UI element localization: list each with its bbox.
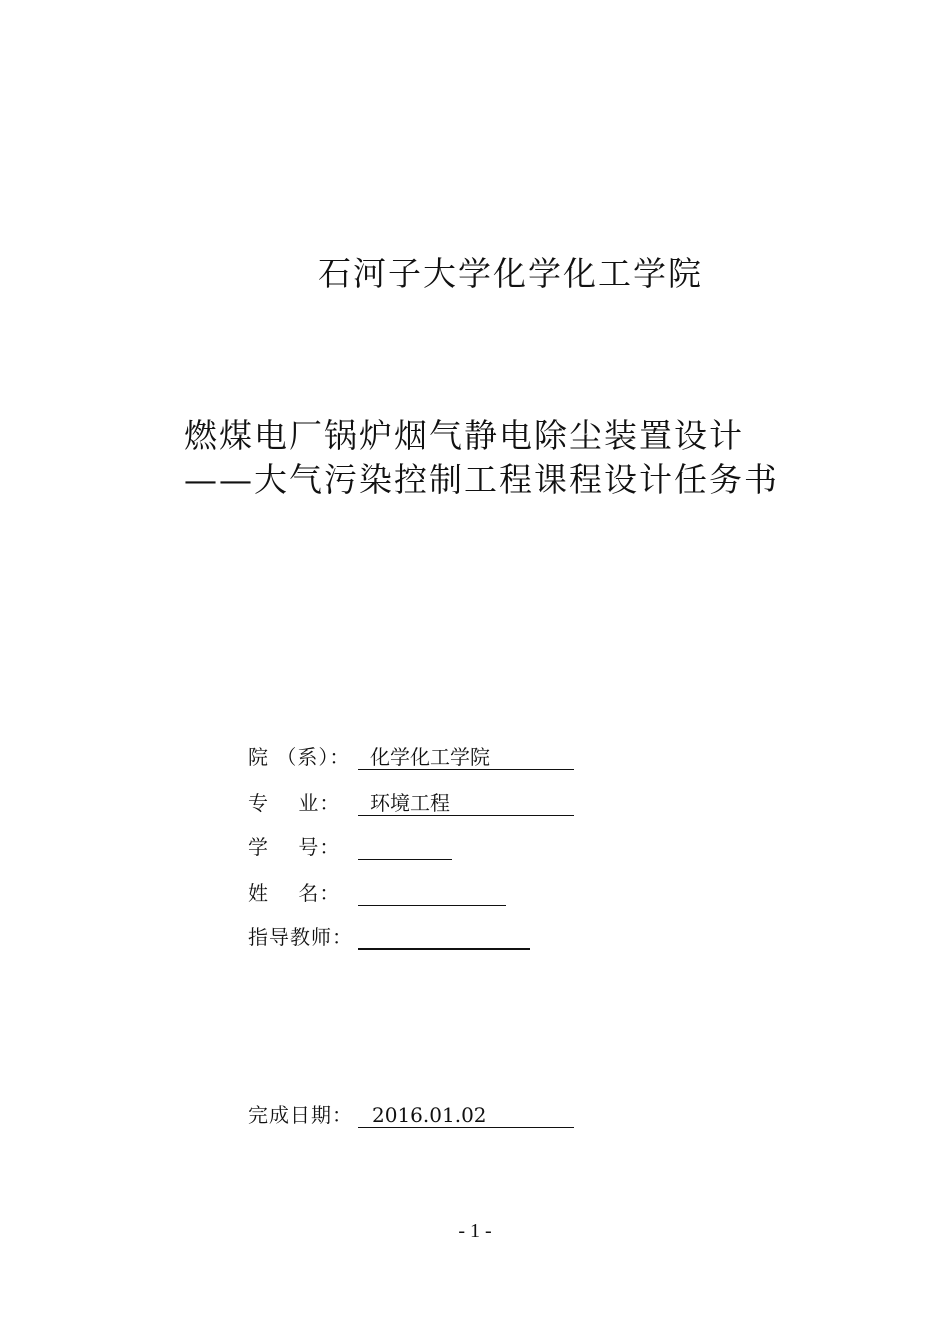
department-row [248,742,574,770]
name-row [248,878,506,906]
name-field [358,880,506,906]
institution-name: 石河子大学化学化工学院 [318,254,703,293]
advisor-field [358,924,530,950]
student-id-field [358,834,452,860]
page-number: - 1 - [458,1220,492,1242]
department-field: 化学化工学院 [358,744,574,770]
completion-date-field: 2016.01.02 [358,1102,574,1128]
major-row [248,788,574,816]
major-field: 环境工程 [358,790,574,816]
student-id-row [248,832,452,860]
completion-date-row [248,1100,574,1128]
document-subtitle: ——大气污染控制工程课程设计任务书 [184,460,779,499]
student-id-label: 学 号： [248,835,341,859]
name-label: 姓 名： [248,881,341,905]
advisor-label: 指导教师： [248,925,353,949]
completion-date-label: 完成日期： [248,1103,353,1127]
department-label: 院 （系）： [248,745,351,769]
advisor-row [248,922,530,950]
major-label: 专 业： [248,791,341,815]
document-title: 燃煤电厂锅炉烟气静电除尘装置设计 [184,416,744,455]
